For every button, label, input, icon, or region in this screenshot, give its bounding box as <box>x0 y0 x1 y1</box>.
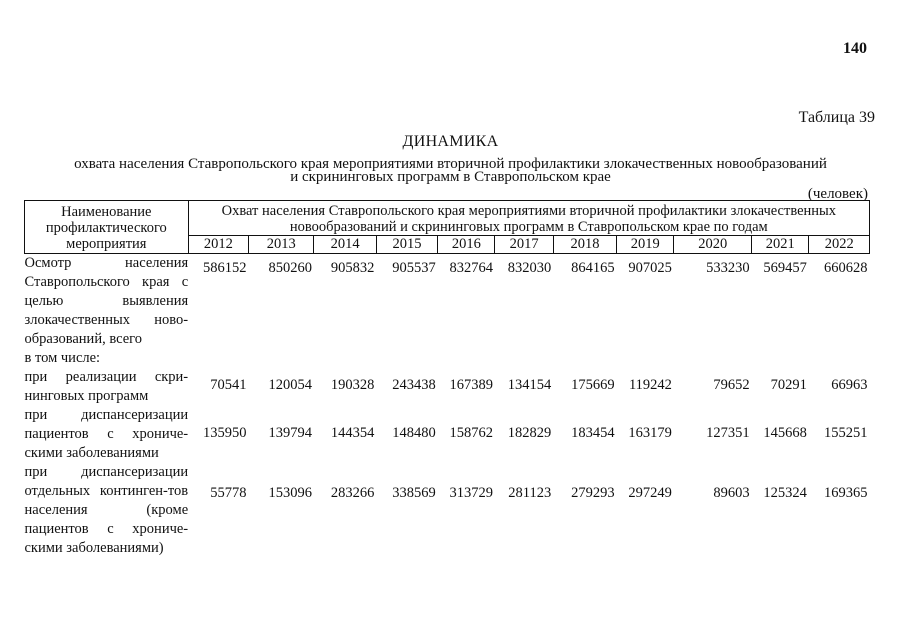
name-column-header: Наименование профилактического мероприятия <box>25 201 189 254</box>
row-name: при диспансеризации пациентов с хрониче-скими заболеваниями <box>24 407 189 461</box>
table-row-contingents <box>25 463 870 558</box>
table-cell: 169365 <box>824 485 868 501</box>
coverage-group-header: Охват населения Ставропольского края мероприятиями вторичной профилактики злокачественных новообразований и скрининговых программ в Ставропольском крае по годам <box>188 201 869 236</box>
table-cell: 134154 <box>507 377 552 393</box>
page-number: 140 <box>843 40 867 57</box>
table-row-including <box>25 349 870 368</box>
row-name: в том числе: <box>24 350 101 366</box>
year-header: 2015 <box>376 236 437 254</box>
table-cell: 158762 <box>449 425 493 441</box>
table-cell: 283266 <box>330 485 375 501</box>
table-cell: 660628 <box>824 260 868 276</box>
table-cell: 148480 <box>392 425 436 441</box>
table-label: Таблица 39 <box>798 109 875 126</box>
table-cell: 55778 <box>210 485 247 501</box>
row-name: при диспансеризации отдельных континген-тов населения (кроме пациентов с хрониче-скими заболеваниями) <box>24 464 189 556</box>
table-cell: 586152 <box>202 260 247 276</box>
table-row-total <box>25 254 870 350</box>
table-cell: 569457 <box>763 260 807 276</box>
row-name: Осмотр населения Ставропольского края с целью выявления злокачественных ново-образований, всего <box>24 255 189 347</box>
table-cell: 144354 <box>330 425 375 441</box>
subtitle-line-1: охвата населения Ставропольского края мероприятиями вторичной профилактики злокачественных новообразований <box>74 156 827 172</box>
table-cell: 279293 <box>571 485 615 501</box>
table-cell: 135950 <box>202 425 247 441</box>
table-cell: 338569 <box>392 485 436 501</box>
table-cell: 190328 <box>330 377 375 393</box>
row-name: при реализации скри-нинговых программ <box>24 369 189 404</box>
table-cell: 243438 <box>392 377 436 393</box>
year-header: 2022 <box>809 236 870 254</box>
table-cell: 127351 <box>706 425 750 441</box>
table-row-chronic <box>25 406 870 463</box>
table-cell: 832764 <box>449 260 493 276</box>
year-header: 2012 <box>188 236 248 254</box>
table-cell: 313729 <box>449 485 493 501</box>
table-row-screening <box>25 368 870 406</box>
year-header: 2017 <box>495 236 553 254</box>
year-header: 2021 <box>752 236 809 254</box>
table-cell: 175669 <box>571 377 615 393</box>
year-header: 2018 <box>553 236 616 254</box>
table-cell: 832030 <box>507 260 552 276</box>
table-cell: 145668 <box>763 425 807 441</box>
year-header: 2013 <box>248 236 313 254</box>
units-label: (человек) <box>807 186 868 202</box>
table-cell: 850260 <box>268 260 312 276</box>
table-cell: 907025 <box>628 260 672 276</box>
table-cell: 905832 <box>330 260 375 276</box>
table-cell: 125324 <box>763 485 807 501</box>
year-header: 2016 <box>438 236 495 254</box>
table-cell: 89603 <box>713 485 750 501</box>
table-cell: 163179 <box>628 425 672 441</box>
table-cell: 119242 <box>628 377 672 393</box>
table-cell: 155251 <box>824 425 868 441</box>
table-cell: 120054 <box>268 377 312 393</box>
table-cell: 183454 <box>571 425 615 441</box>
table-cell: 864165 <box>571 260 615 276</box>
year-header: 2014 <box>314 236 376 254</box>
table-cell: 182829 <box>507 425 552 441</box>
table-cell: 139794 <box>268 425 312 441</box>
table-cell: 70541 <box>210 377 247 393</box>
table-cell: 70291 <box>770 377 807 393</box>
table-cell: 153096 <box>268 485 312 501</box>
year-header: 2019 <box>617 236 674 254</box>
table-cell: 79652 <box>713 377 750 393</box>
subtitle-line-2: и скрининговых программ в Ставропольском крае <box>290 169 611 185</box>
table-cell: 297249 <box>628 485 672 501</box>
table-title: ДИНАМИКА <box>402 133 499 150</box>
screening-table <box>24 200 870 558</box>
table-cell: 281123 <box>508 485 552 501</box>
table-cell: 533230 <box>706 260 750 276</box>
table-cell: 905537 <box>392 260 436 276</box>
table-subtitle <box>0 158 901 184</box>
table-cell: 167389 <box>449 377 493 393</box>
table-cell: 66963 <box>831 377 868 393</box>
year-header: 2020 <box>674 236 752 254</box>
